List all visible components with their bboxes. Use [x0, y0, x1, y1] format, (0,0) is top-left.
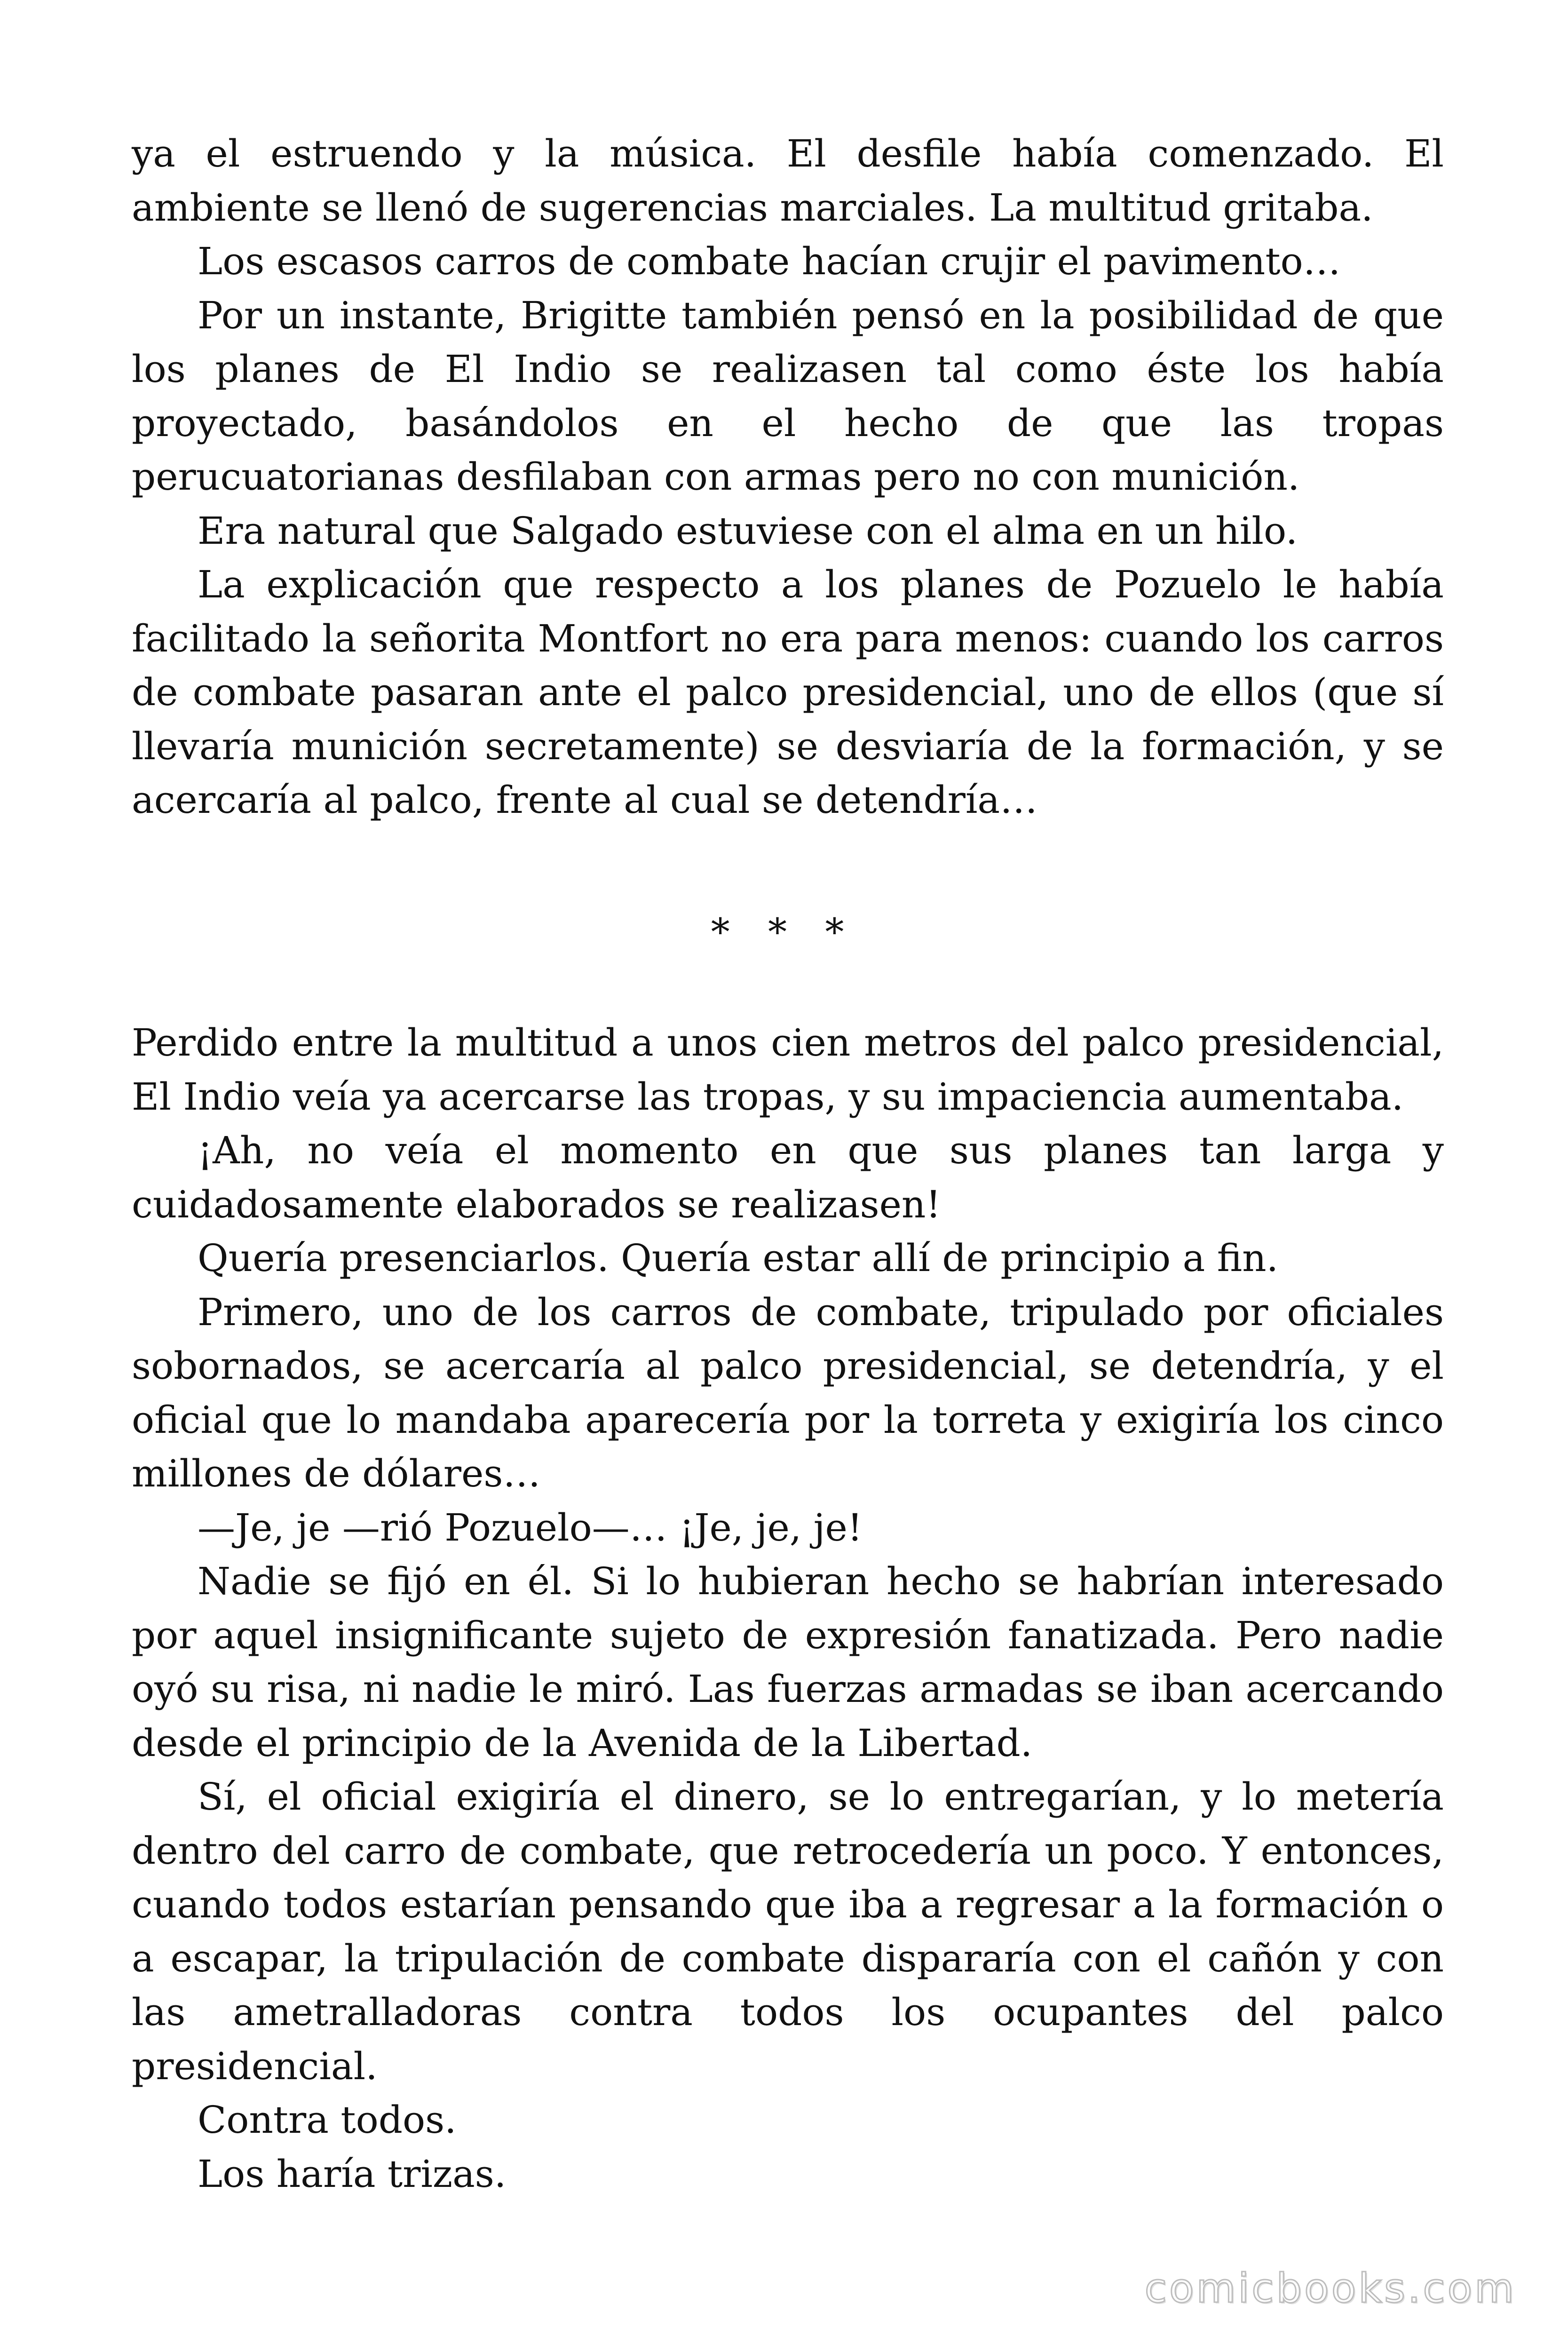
- paragraph: Los haría trizas.: [198, 2152, 507, 2196]
- paragraph: ¡Ah, no veía el momento en que sus planes tan larga y cuidadosamente elaborados se realizasen!: [132, 1128, 1444, 1226]
- text-section-1: [132, 127, 1444, 827]
- paragraph: Quería presenciarlos. Quería estar allí de principio a fin.: [198, 1236, 1279, 1280]
- paragraph: Perdido entre la multitud a unos cien metros del palco presidencial, El Indio veía ya acercarse las tropas, y su impaciencia aumentaba.: [132, 1021, 1444, 1119]
- paragraph: Primero, uno de los carros de combate, tripulado por oficiales sobornados, se acercaría al palco presidencial, se detendría, y el oficial que lo mandaba aparecería por la torreta y exigiría los cinco millones de dólares…: [132, 1290, 1444, 1495]
- paragraph: Sí, el oficial exigiría el dinero, se lo entregarían, y lo metería dentro del carro de combate, que retrocedería un poco. Y entonces, cuando todos estarían pensando que iba a regresar a la formación o a escapar, la tripulación de combate dispararía con el cañón y con las ametralladoras contra todos los ocupantes del palco presidencial.: [132, 1775, 1444, 2088]
- paragraph: Por un instante, Brigitte también pensó en la posibilidad de que los planes de El Indio se realizasen tal como éste los había proyectado, basándolos en el hecho de que las tropas perucuatorianas desfilaban con armas pero no con munición.: [132, 293, 1444, 499]
- paragraph: ya el estruendo y la música. El desfile había comenzado. El ambiente se llenó de sugerencias marciales. La multitud gritaba.: [132, 132, 1444, 230]
- paragraph: Los escasos carros de combate hacían crujir el pavimento…: [198, 239, 1341, 283]
- section-separator: * * *: [711, 910, 857, 954]
- watermark: comicbooks.com: [1144, 2265, 1516, 2312]
- paragraph: —Je, je —rió Pozuelo—… ¡Je, je, je!: [198, 1505, 863, 1549]
- paragraph: Nadie se fijó en él. Si lo hubieran hecho se habrían interesado por aquel insignificante sujeto de expresión fanatizada. Pero nadie oyó su risa, ni nadie le miró. Las fuerzas armadas se iban acercando desde el principio de la Avenida de la Libertad.: [132, 1559, 1444, 1765]
- text-section-2: [132, 1016, 1444, 2201]
- paragraph: Contra todos.: [198, 2098, 457, 2142]
- paragraph: La explicación que respecto a los planes de Pozuelo le había facilitado la señorita Montfort no era para menos: cuando los carros de combate pasaran ante el palco presidencial, uno de ellos (que sí llevaría munición secretamente) se desviaría de la formación, y se acercaría al palco, frente al cual se detendría…: [132, 563, 1444, 822]
- paragraph: Era natural que Salgado estuviese con el alma en un hilo.: [198, 509, 1298, 553]
